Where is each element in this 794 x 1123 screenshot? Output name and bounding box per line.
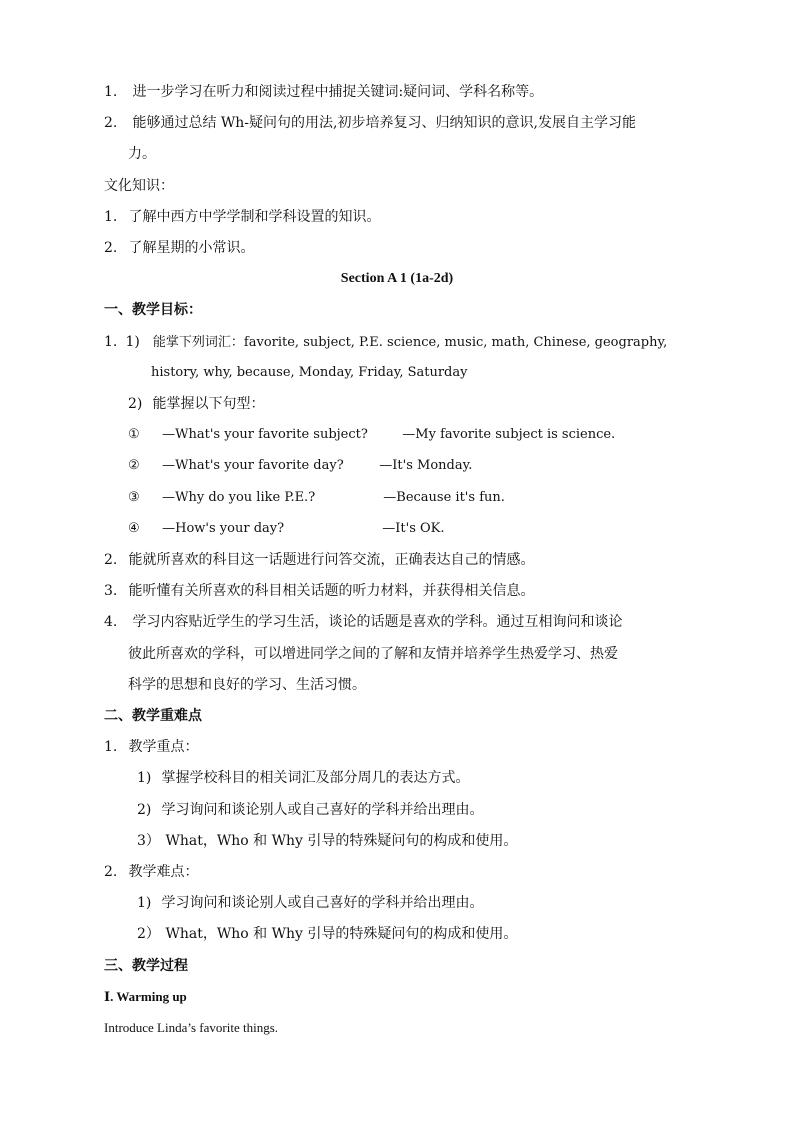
culture-item-2	[104, 238, 254, 258]
sub-text: 掌握学校科目的相关词汇及部分周几的表达方式。	[161, 770, 470, 786]
sub-text: 学习询问和谈论别人或自己喜好的学科并给出理由。	[161, 895, 484, 911]
intro-item-2-continuation: 力。	[128, 146, 156, 162]
difficulty-label	[104, 862, 198, 882]
difficulty-item	[137, 893, 483, 913]
process-heading: 三、教学过程	[104, 958, 188, 974]
pattern-answer: —It's OK.	[382, 521, 445, 536]
sub-number: 2）	[137, 926, 160, 942]
list-text: 能就所喜欢的科目这一话题进行问答交流，正确表达自己的情感。	[128, 552, 535, 568]
pattern-marker: ②	[128, 458, 140, 473]
sub-number: 1)	[137, 895, 152, 911]
pattern-row	[128, 456, 472, 476]
step-heading: Ⅰ. Warming up	[104, 989, 187, 1004]
pattern-question: —What's your favorite day?	[162, 458, 344, 473]
vocab-continuation: history, why, because, Monday, Friday, Saturday	[151, 365, 468, 380]
key-item	[137, 831, 517, 851]
list-text: 进一步学习在听力和阅读过程中捕捉关键词:疑问词、学科名称等。	[132, 84, 544, 100]
list-text: 了解中西方中学学制和学科设置的知识。	[128, 209, 381, 225]
pattern-marker: ③	[128, 490, 140, 505]
goals-item-3	[104, 581, 534, 601]
culture-heading: 文化知识：	[104, 178, 174, 194]
pattern-answer: —My favorite subject is science.	[402, 427, 616, 442]
list-number: 2.	[104, 864, 118, 880]
key-item	[137, 800, 483, 820]
sub-number: 1)	[125, 334, 140, 350]
intro-item-2	[104, 113, 636, 133]
goals-heading: 一、教学目标：	[104, 302, 202, 318]
list-text: 教学重点：	[128, 739, 199, 755]
key-label	[104, 737, 198, 757]
sub-text: What，Who 和 Why 引导的特殊疑问句的构成和使用。	[165, 926, 518, 942]
list-number: 2.	[104, 240, 118, 256]
list-number: 1.	[104, 334, 118, 350]
sub-text: 学习询问和谈论别人或自己喜好的学科并给出理由。	[161, 802, 484, 818]
sub-number: 1)	[137, 770, 152, 786]
list-number: 1.	[104, 739, 118, 755]
key-item	[137, 768, 469, 788]
sub-text: 能掌握以下句型：	[152, 396, 265, 412]
section-title: Section A 1 (1a-2d)	[340, 271, 454, 286]
list-number: 3.	[104, 583, 118, 599]
list-number: 2.	[104, 552, 118, 568]
pattern-marker: ①	[128, 427, 140, 442]
sub-number: 2)	[128, 396, 143, 412]
goals-item-4-line-3: 科学的思想和良好的学习、生活习惯。	[128, 677, 366, 693]
pattern-marker: ④	[128, 521, 140, 536]
pattern-answer: —Because it's fun.	[383, 490, 505, 505]
intro-item-1	[104, 82, 543, 102]
pattern-row	[128, 519, 445, 539]
goals-item-2	[104, 550, 534, 570]
vocab-text: 能掌下列词汇：favorite, subject, P.E. science, music, math, Chinese, geography,	[152, 335, 668, 350]
list-text: 学习内容贴近学生的学习生活，谈论的话题是喜欢的学科。通过互相询问和谈论	[132, 614, 623, 630]
sub-number: 3）	[137, 833, 160, 849]
goals-item-4	[104, 612, 622, 632]
goals-item-1	[104, 332, 667, 353]
pattern-row	[128, 488, 505, 508]
goals-sub-2	[128, 394, 264, 414]
pattern-question: —What's your favorite subject?	[162, 427, 368, 442]
difficulty-item	[137, 924, 517, 944]
pattern-row	[128, 425, 615, 445]
pattern-question: —How's your day?	[162, 521, 285, 536]
list-text: 能听懂有关所喜欢的科目相关话题的听力材料，并获得相关信息。	[128, 583, 535, 599]
list-text: 了解星期的小常识。	[128, 240, 255, 256]
step-text: Introduce Linda’s favorite things.	[104, 1020, 279, 1035]
pattern-question: —Why do you like P.E.?	[162, 490, 316, 505]
list-text: 教学难点：	[128, 864, 199, 880]
goals-item-4-line-2: 彼此所喜欢的学科，可以增进同学之间的了解和友情并培养学生热爱学习、热爱	[128, 646, 618, 662]
pattern-answer: —It's Monday.	[379, 458, 473, 473]
list-number: 2.	[104, 115, 118, 131]
list-number: 1.	[104, 84, 118, 100]
list-text: 能够通过总结 Wh-疑问句的用法,初步培养复习、归纳知识的意识,发展自主学习能	[132, 115, 636, 131]
culture-item-1	[104, 207, 380, 227]
sub-number: 2)	[137, 802, 152, 818]
sub-text: What，Who 和 Why 引导的特殊疑问句的构成和使用。	[165, 833, 518, 849]
keypoints-heading: 二、教学重难点	[104, 708, 202, 724]
list-number: 4.	[104, 614, 118, 630]
list-number: 1.	[104, 209, 118, 225]
